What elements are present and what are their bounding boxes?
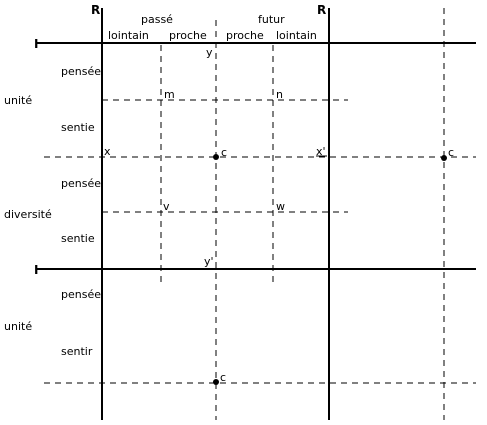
label-pensee-1: pensée (61, 65, 101, 78)
label-i-top: I (34, 37, 39, 51)
label-v: v (163, 200, 170, 213)
label-pensee-3: pensée (61, 288, 101, 301)
label-lointain-right: lointain (276, 29, 317, 42)
label-c-bottom: c (220, 371, 227, 384)
label-sentie-2: sentie (61, 232, 95, 245)
label-proche-right: proche (226, 29, 264, 42)
label-x-prime: x' (316, 145, 326, 158)
label-diversite: diversité (4, 208, 52, 221)
label-n: n (276, 88, 283, 101)
label-lointain-left: lointain (108, 29, 149, 42)
point-c-center (213, 154, 219, 160)
label-c-center: c (221, 146, 228, 159)
label-m: m (164, 88, 175, 101)
label-w: w (276, 200, 285, 213)
label-y-prime: y' (204, 255, 214, 268)
label-r-right: R (317, 3, 327, 17)
label-proche-left: proche (169, 29, 207, 42)
label-futur: futur (258, 13, 285, 26)
label-pensee-2: pensée (61, 177, 101, 190)
label-x: x (104, 145, 111, 158)
label-y: y (206, 46, 213, 59)
label-c-right: c (448, 146, 455, 159)
label-sentie-1: sentie (61, 121, 95, 134)
label-unite-2: unité (4, 320, 33, 333)
label-sentir: sentir (61, 345, 93, 358)
label-unite-1: unité (4, 94, 33, 107)
point-c-right (441, 155, 447, 161)
point-c-bottom (213, 379, 219, 385)
label-passe: passé (141, 13, 173, 26)
label-i-bottom: I (34, 263, 39, 277)
label-r-left: R (91, 3, 101, 17)
